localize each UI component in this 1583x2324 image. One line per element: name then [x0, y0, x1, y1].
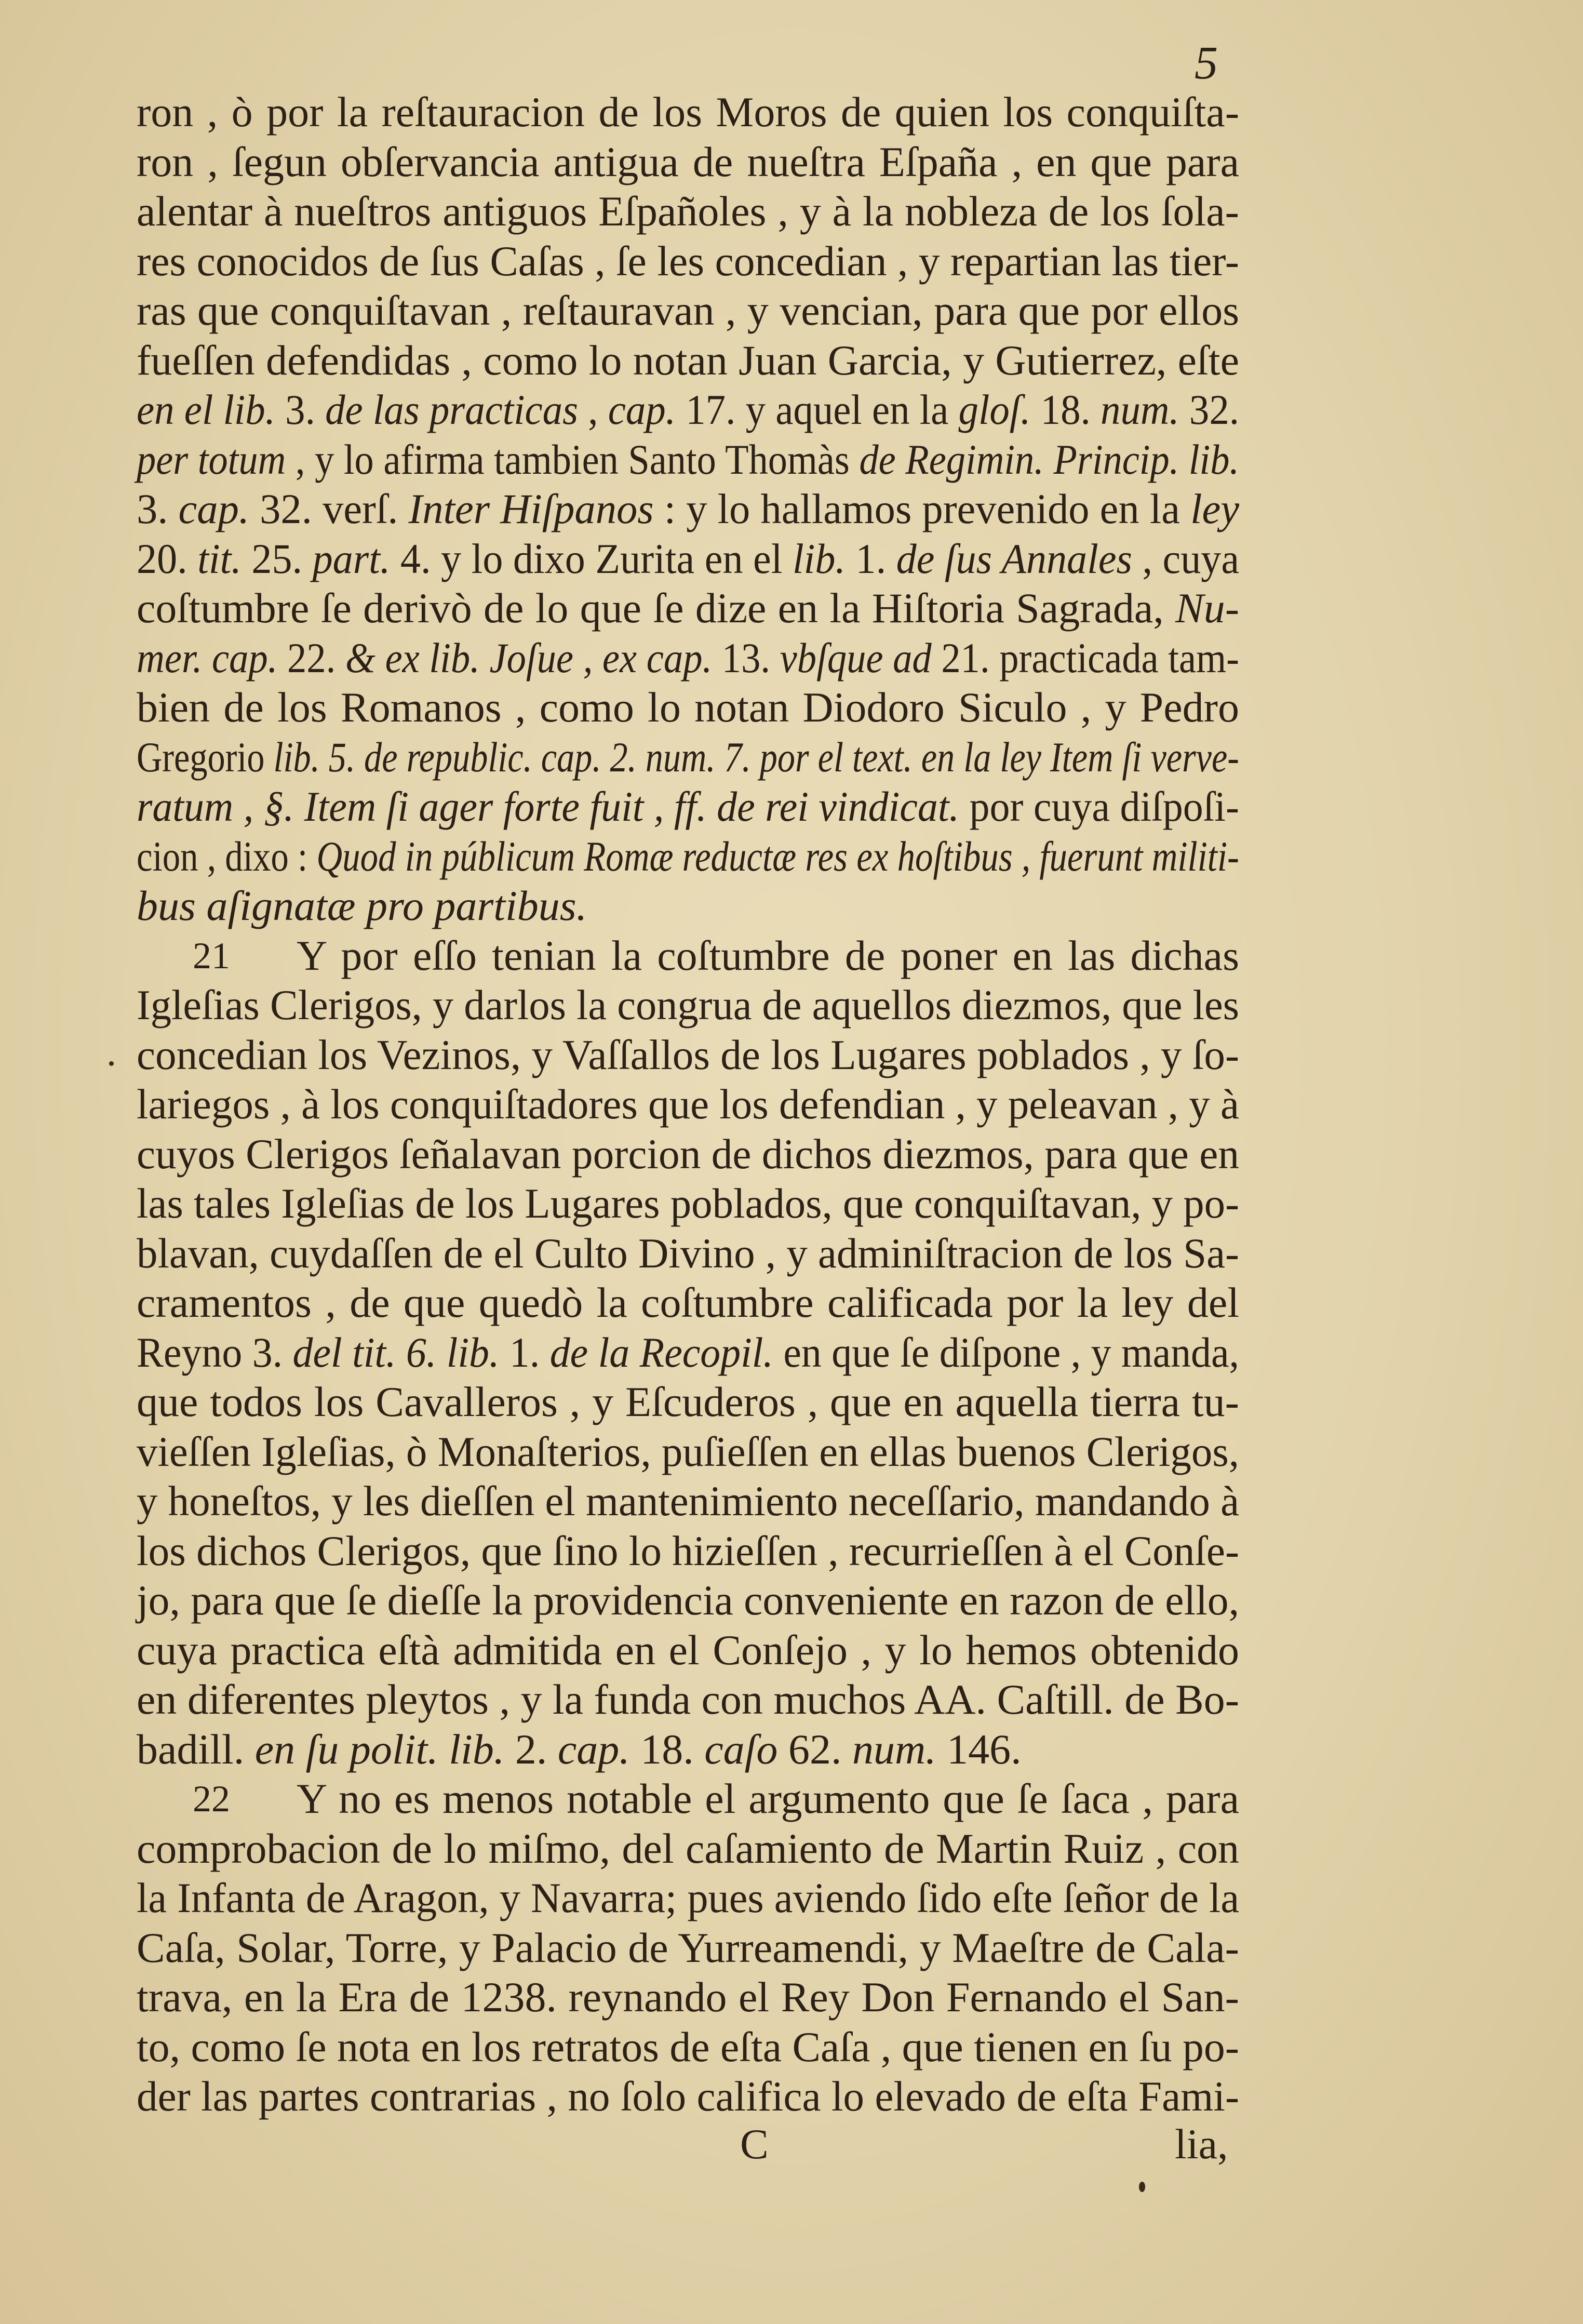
text-line-content — [137, 435, 1239, 485]
text-line-content — [137, 87, 1239, 137]
text-segment: 21. practicada tam- — [931, 634, 1239, 682]
text-line — [137, 782, 1239, 832]
text-line-content — [137, 683, 1239, 732]
text-line-content — [137, 1328, 1239, 1378]
italic-citation: vbſque ad — [780, 634, 932, 682]
text-line — [137, 1377, 1239, 1427]
text-line-content — [137, 1725, 1022, 1774]
text-segment: 1. — [845, 535, 896, 582]
text-segment: ras que conquiſtavan , reſtauravan , y vencian, para que por ellos — [137, 287, 1239, 334]
text-segment: 18. — [629, 1725, 705, 1773]
italic-citation: de las practicas — [325, 386, 579, 433]
paragraph-number: 21 — [193, 934, 230, 977]
text-line — [137, 286, 1239, 336]
text-line-content — [137, 1625, 1239, 1675]
text-line — [137, 1179, 1239, 1228]
text-line — [137, 980, 1239, 1030]
text-line — [137, 1923, 1239, 1973]
text-segment: , — [578, 386, 608, 433]
text-segment: Caſa, Solar, Torre, y Palacio de Yurreamendi, y Maeſtre de Cala- — [137, 1924, 1239, 1971]
italic-citation: caſo — [704, 1725, 778, 1773]
text-segment: las tales Igleſias de los Lugares poblados, que conquiſtavan, y po- — [137, 1180, 1239, 1227]
text-line-content — [137, 1824, 1239, 1874]
italic-citation: lib. — [792, 535, 846, 582]
text-line — [137, 1079, 1239, 1129]
text-line — [137, 1278, 1239, 1328]
text-segment: 1. — [499, 1328, 550, 1376]
text-segment: cuyos Clerigos ſeñalavan porcion de dichos diezmos, para que en — [137, 1130, 1239, 1178]
text-line — [137, 435, 1239, 485]
ink-spot — [1139, 2182, 1145, 2192]
text-line-content — [137, 832, 1239, 881]
text-line — [137, 633, 1239, 683]
text-segment: Igleſias Clerigos, y darlos la congrua de aquellos diezmos, que les — [137, 981, 1239, 1029]
text-line — [297, 931, 1239, 981]
text-segment: ron , ò por la reſtauracion de los Moros de quien los conquiſta- — [137, 88, 1239, 136]
text-segment: por cuya diſpoſi- — [959, 783, 1239, 830]
text-segment: res conocidos de ſus Caſas , ſe les concedian , y repartian las tier- — [137, 237, 1239, 285]
italic-citation: mer. cap. — [137, 634, 278, 682]
text-segment: 62. — [777, 1725, 852, 1773]
text-segment: 2. — [504, 1725, 558, 1773]
text-line-content — [297, 931, 1239, 981]
italic-citation: de Regimin. Princip. lib. — [859, 435, 1239, 483]
text-line-content — [137, 534, 1239, 584]
text-line — [137, 832, 1239, 881]
text-segment: badill. — [137, 1725, 255, 1773]
text-segment: 146. — [936, 1725, 1022, 1773]
text-line-content — [137, 484, 1239, 534]
text-line — [137, 236, 1239, 286]
text-line — [137, 1873, 1239, 1923]
text-segment: 17. y aquel en la — [675, 386, 959, 433]
italic-citation: ley — [1190, 485, 1239, 532]
text-line — [137, 186, 1239, 236]
italic-citation: num. — [1100, 386, 1179, 433]
text-line-content — [137, 137, 1239, 187]
page-number: 5 — [1195, 37, 1218, 89]
text-line — [137, 1328, 1239, 1378]
text-line-content — [137, 1575, 1239, 1625]
text-segment: Y por eſſo tenian la coſtumbre de poner en las dichas — [297, 931, 1239, 979]
text-line-content — [137, 286, 1239, 336]
text-line-content — [137, 336, 1239, 385]
text-line — [137, 484, 1239, 534]
text-line-content — [137, 1179, 1239, 1228]
text-line-content — [137, 1972, 1239, 2022]
text-segment: los dichos Clerigos, que ſino lo hizieſſen , recurrieſſen à el Conſe- — [137, 1527, 1239, 1574]
text-segment: ron , ſegun obſervancia antigua de nueſtra Eſpaña , en que para — [137, 138, 1239, 185]
text-segment: Y no es menos notable el argumento que ſe ſaca , para — [297, 1775, 1239, 1822]
text-line — [137, 534, 1239, 584]
text-line-content — [137, 2022, 1239, 2072]
text-segment: coſtumbre ſe derivò de lo que ſe dize en la Hiſtoria Sagrada, — [137, 584, 1175, 632]
text-segment: en que ſe diſpone , y manda, — [773, 1328, 1239, 1376]
text-line-content — [137, 1228, 1239, 1278]
italic-citation: cap. — [608, 386, 676, 433]
text-segment: 32. — [1179, 386, 1239, 433]
text-line — [137, 1675, 1239, 1725]
text-line — [137, 1725, 1239, 1774]
text-line-content — [137, 782, 1239, 832]
text-line — [137, 1625, 1239, 1675]
text-segment: en diferentes pleytos , y la funda con muchos AA. Caſtill. de Bo- — [137, 1676, 1239, 1723]
text-segment: 3. — [275, 386, 326, 433]
text-line-content — [137, 1278, 1239, 1328]
text-line-content — [137, 2072, 1239, 2121]
text-segment: comprobacion de lo miſmo, del caſamiento de Martin Ruiz , con — [137, 1824, 1239, 1872]
text-segment: blavan, cuydaſſen de el Culto Divino , y adminiſtracion de los Sa- — [137, 1229, 1239, 1277]
text-line-content — [137, 980, 1239, 1030]
text-line-content — [137, 1526, 1239, 1576]
text-line — [137, 583, 1239, 633]
text-segment: jo, para que ſe dieſſe la providencia conveniente en razon de ello, — [137, 1577, 1239, 1624]
text-segment: alentar à nueſtros antiguos Eſpañoles , y à la nobleza de los ſola- — [137, 188, 1239, 235]
text-line — [137, 1129, 1239, 1179]
text-line — [137, 1526, 1239, 1576]
italic-citation: lib. 5. de republic. cap. 2. num. 7. por el text. en la ley Item ſi verve- — [273, 733, 1239, 781]
text-line-content — [137, 236, 1239, 286]
text-line — [137, 1972, 1239, 2022]
text-segment: 4. y lo dixo Zurita en el — [390, 535, 793, 582]
text-line-content — [137, 186, 1239, 236]
text-segment: que todos los Cavalleros , y Eſcuderos , que en aquella tierra tu- — [137, 1378, 1239, 1425]
text-line — [137, 137, 1239, 187]
text-segment: 20. — [137, 535, 198, 582]
text-segment: 32. verſ. — [249, 485, 409, 532]
italic-citation: cap. — [557, 1725, 630, 1773]
text-line-content — [137, 881, 587, 931]
text-segment: 13. — [712, 634, 780, 682]
text-segment: to, como ſe nota en los retratos de eſta Caſa , que tienen en ſu po- — [137, 2023, 1239, 2071]
text-line — [137, 2022, 1239, 2072]
text-segment: lariegos , à los conquiſtadores que los defendian , y peleavan , y à — [137, 1080, 1239, 1128]
text-line — [137, 1427, 1239, 1477]
italic-citation: de ſus Annales — [896, 535, 1132, 582]
text-line — [137, 881, 1239, 931]
text-line-content — [137, 1377, 1239, 1427]
text-segment: la Infanta de Aragon, y Navarra; pues aviendo ſido eſte ſeñor de la — [137, 1874, 1239, 1921]
signature-mark: C — [740, 2120, 769, 2168]
text-line-content — [137, 583, 1239, 633]
text-line — [137, 87, 1239, 137]
italic-citation: de la Recopil. — [549, 1328, 773, 1376]
text-segment: 25. — [241, 535, 313, 582]
text-line — [137, 1476, 1239, 1526]
text-line-content — [297, 1774, 1239, 1824]
italic-citation: bus aſignatæ pro partibus. — [137, 882, 587, 929]
text-line-content — [137, 732, 1239, 782]
text-segment: der las partes contrarias , no ſolo califica lo elevado de eſta Fami- — [137, 2073, 1239, 2120]
text-segment: 3. — [137, 485, 179, 532]
text-line-content — [137, 1030, 1239, 1080]
italic-citation: en el lib. — [137, 386, 275, 433]
text-line-content — [137, 1923, 1239, 1973]
text-segment: fueſſen defendidas , como lo notan Juan Garcia, y Gutierrez, eſte — [137, 336, 1239, 384]
text-segment: cramentos , de que quedò la coſtumbre calificada por la ley del — [137, 1279, 1239, 1326]
text-line — [137, 732, 1239, 782]
text-segment: y honeſtos, y les dieſſen el mantenimiento neceſſario, mandando à — [137, 1477, 1239, 1525]
italic-citation: cap. — [178, 485, 250, 532]
italic-citation: del tit. 6. lib. — [292, 1328, 500, 1376]
italic-citation: Nu- — [1175, 584, 1239, 632]
italic-citation: Quod in públicum Romæ reductæ res ex hoſtibus , fuerunt militi- — [316, 832, 1239, 880]
text-segment: : y lo hallamos prevenido en la — [653, 485, 1191, 532]
text-segment: cion , dixo : — [137, 832, 317, 880]
paragraph-number: 22 — [193, 1778, 230, 1820]
text-line-content — [137, 1427, 1239, 1477]
text-line — [137, 385, 1239, 435]
text-line — [137, 1575, 1239, 1625]
text-segment: trava, en la Era de 1238. reynando el Rey Don Fernando el San- — [137, 1973, 1239, 2021]
italic-citation: per totum — [137, 435, 286, 483]
ink-spot — [109, 1061, 114, 1066]
text-line — [137, 1228, 1239, 1278]
italic-citation: ratum , §. Item ſi ager forte fuit , ff. de rei vindicat. — [137, 783, 959, 830]
text-line-content — [137, 1873, 1239, 1923]
text-line — [137, 1030, 1239, 1080]
text-segment: 18. — [1030, 386, 1101, 433]
text-line-content — [137, 633, 1239, 683]
text-segment: cuya practica eſtà admitida en el Conſejo , y lo hemos obtenido — [137, 1626, 1239, 1674]
text-line — [297, 1774, 1239, 1824]
italic-citation: tit. — [197, 535, 242, 582]
text-segment: Gregorio — [137, 733, 274, 781]
text-segment: bien de los Romanos , como lo notan Diodoro Siculo , y Pedro — [137, 684, 1239, 731]
text-line — [137, 1824, 1239, 1874]
text-segment: Reyno 3. — [137, 1328, 293, 1376]
text-segment: 22. — [277, 634, 345, 682]
text-segment: concedian los Vezinos, y Vaſſallos de los Lugares poblados , y ſo- — [137, 1031, 1239, 1078]
text-line — [137, 336, 1239, 385]
text-line — [137, 2072, 1239, 2121]
italic-citation: en ſu polit. lib. — [254, 1725, 505, 1773]
italic-citation: gloſ. — [958, 386, 1031, 433]
italic-citation: Inter Hiſpanos — [408, 485, 654, 532]
text-line-content — [137, 1079, 1239, 1129]
text-segment: , y lo afirma tambien Santo Thomàs — [286, 435, 860, 483]
italic-citation: & ex lib. Joſue , ex cap. — [345, 634, 713, 682]
text-line-content — [137, 1129, 1239, 1179]
text-line-content — [137, 1476, 1239, 1526]
text-segment: , cuya — [1132, 535, 1239, 582]
italic-citation: part. — [312, 535, 391, 582]
catchword: lia, — [1175, 2120, 1228, 2168]
text-line-content — [137, 385, 1239, 435]
text-line — [137, 683, 1239, 732]
italic-citation: num. — [852, 1725, 936, 1773]
text-segment: vieſſen Igleſias, ò Monaſterios, puſieſſen en ellas buenos Clerigos, — [137, 1427, 1239, 1475]
text-line-content — [137, 1675, 1239, 1725]
